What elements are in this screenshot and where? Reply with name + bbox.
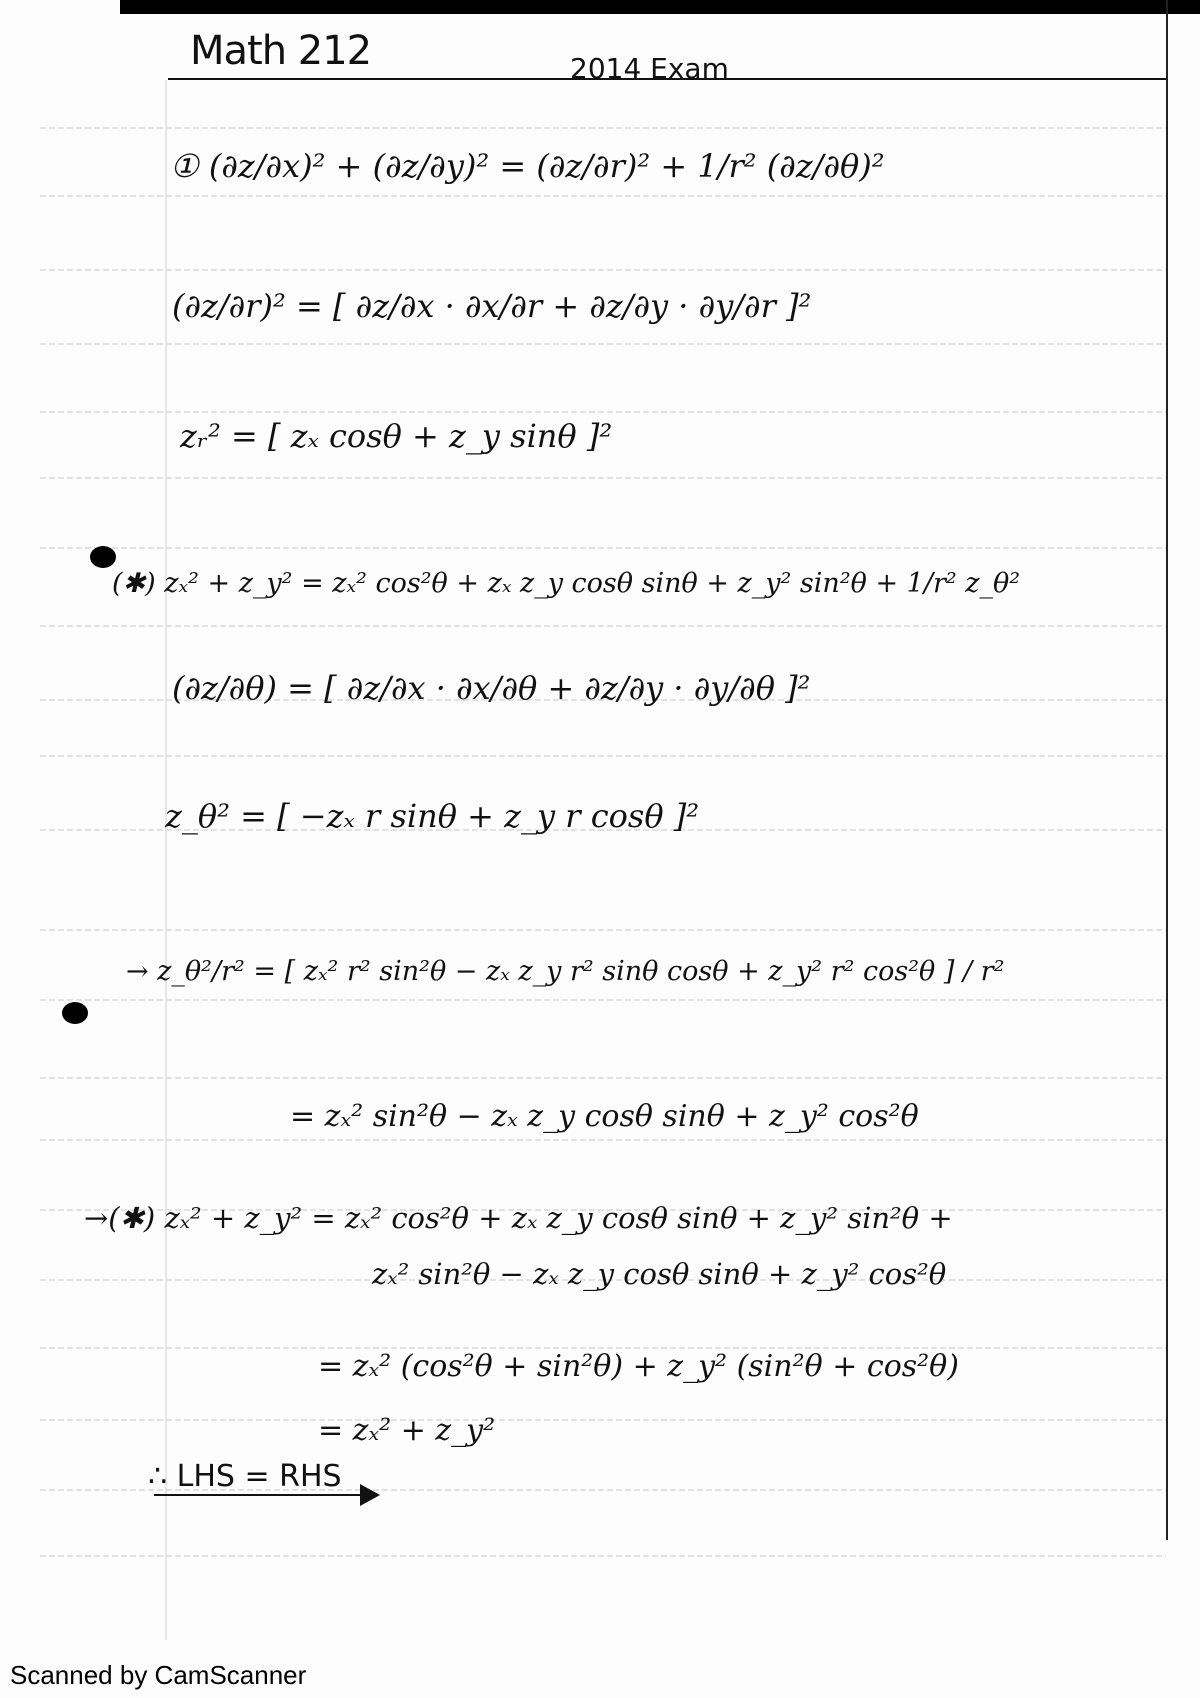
- scanner-watermark: Scanned by CamScanner: [10, 1660, 307, 1690]
- course-title: Math 212: [190, 28, 372, 74]
- equation-line-8: = zₓ² sin²θ − zₓ z_y cosθ sinθ + z_y² cos²θ: [290, 1099, 919, 1134]
- margin-bullet-2: [62, 1002, 88, 1024]
- conclusion-arrow-head: [360, 1484, 380, 1506]
- margin-bullet-1: [90, 546, 116, 568]
- exam-label: 2014 Exam: [570, 52, 729, 85]
- equation-line-2: (∂z/∂r)² = [ ∂z/∂x · ∂x/∂r + ∂z/∂y · ∂y/∂r ]²: [172, 287, 812, 325]
- equation-line-6: z_θ² = [ −zₓ r sinθ + z_y r cosθ ]²: [165, 797, 700, 835]
- equation-line-10: zₓ² sin²θ − zₓ z_y cosθ sinθ + z_y² cos²θ: [372, 1257, 947, 1291]
- conclusion-text: ∴ LHS = RHS: [148, 1459, 342, 1494]
- equation-line-5: (∂z/∂θ) = [ ∂z/∂x · ∂x/∂θ + ∂z/∂y · ∂y/∂θ ]²: [172, 669, 811, 707]
- equation-line-9: →(✱) zₓ² + z_y² = zₓ² cos²θ + zₓ z_y cosθ sinθ + z_y² sin²θ +: [84, 1201, 953, 1235]
- equation-line-11: = zₓ² (cos²θ + sin²θ) + z_y² (sin²θ + cos²θ): [318, 1349, 959, 1384]
- equation-line-4: (✱) zₓ² + z_y² = zₓ² cos²θ + zₓ z_y cosθ sinθ + z_y² sin²θ + 1/r² z_θ²: [112, 568, 1021, 599]
- equation-line-7: → z_θ²/r² = [ zₓ² r² sin²θ − zₓ z_y r² sinθ cosθ + z_y² r² cos²θ ] / r²: [126, 956, 1005, 987]
- equation-line-12: = zₓ² + z_y²: [318, 1413, 496, 1448]
- equation-line-1: ① (∂z/∂x)² + (∂z/∂y)² = (∂z/∂r)² + 1/r² (∂z/∂θ)²: [170, 147, 885, 185]
- equation-line-3: zᵣ² = [ zₓ cosθ + z_y sinθ ]²: [180, 417, 613, 455]
- conclusion-arrow-line: [154, 1494, 374, 1496]
